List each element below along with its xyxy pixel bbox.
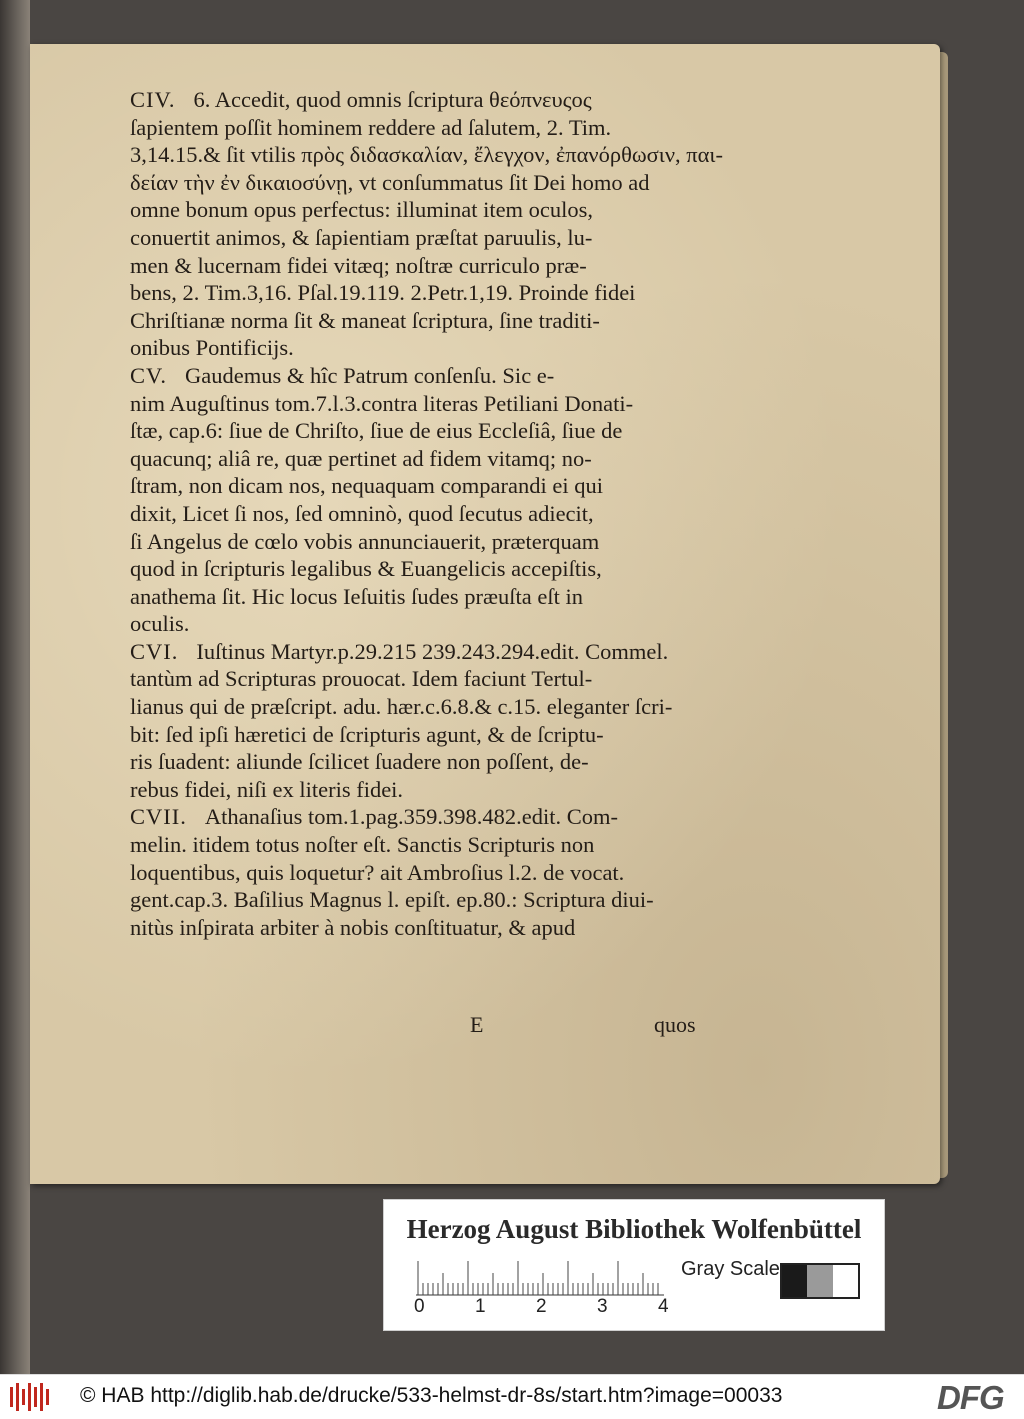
text-line — [130, 500, 730, 528]
text-line — [130, 831, 730, 859]
line-text: anathema ſit. Hic locus Ieſuitis ſudes præuſta eſt in — [130, 583, 584, 609]
line-text: quod in ſcripturis legalibus & Euangelicis accepiſtis, — [130, 556, 602, 582]
ruler-number: 0 — [414, 1296, 425, 1317]
text-line — [130, 693, 730, 721]
text-line — [130, 528, 730, 556]
line-text: ſapientem poſſit hominem reddere ad ſalutem, 2. Tim. — [130, 114, 612, 140]
line-text: Iuſtinus Martyr.p.29.215 239.243.294.edit. Commel. — [196, 638, 669, 664]
text-line — [130, 279, 730, 307]
signature-mark: E — [470, 1012, 484, 1037]
text-line — [130, 555, 730, 583]
page-text — [130, 86, 730, 941]
line-text: ſi Angelus de cœlo vobis annunciauerit, præterquam — [130, 528, 600, 554]
line-text: Chriſtianæ norma ſit & maneat ſcriptura, ſine traditi- — [130, 307, 600, 333]
line-text: quacunq; aliâ re, quæ pertinet ad fidem vitamq; no- — [130, 445, 592, 471]
text-line — [130, 748, 730, 776]
library-color-card — [384, 1200, 884, 1330]
ruler-scale — [416, 1260, 664, 1296]
text-line — [130, 583, 730, 611]
line-text: Athanaſius tom.1.pag.359.398.482.edit. Com- — [204, 804, 618, 830]
text-line — [130, 914, 730, 942]
ruler-numbers — [414, 1296, 674, 1320]
line-text: melin. itidem totus noſter eſt. Sanctis Scripturis non — [130, 832, 595, 858]
line-text: Gaudemus & hîc Patrum conſenſu. Sic e- — [184, 362, 555, 388]
catchword: quos — [654, 1012, 696, 1037]
text-line — [130, 196, 730, 224]
text-line — [130, 252, 730, 280]
hab-logo-icon — [10, 1383, 50, 1411]
line-text: nim Auguſtinus tom.7.l.3.contra literas Petiliani Donati- — [130, 390, 634, 416]
line-text: tantùm ad Scripturas prouocat. Idem faciunt Tertul- — [130, 666, 593, 692]
line-text: 3,14.15.& ſit vtilis πρὸς διδασκαλίαν, ἔλεγχον, ἐπανόρθωσιν, παι- — [130, 142, 723, 168]
line-text: gent.cap.3. Baſilius Magnus l. epiſt. ep.80.: Scriptura diui- — [130, 887, 654, 913]
text-line — [130, 417, 730, 445]
text-line — [130, 776, 730, 804]
section-number: CVI. — [130, 638, 179, 664]
line-text: loquentibus, quis loquetur? ait Ambroſius l.2. de vocat. — [130, 859, 625, 885]
line-text: 6. Accedit, quod omnis ſcriptura θεόπνευςος — [193, 87, 592, 112]
text-line — [130, 445, 730, 473]
line-text: omne bonum opus perfectus: illuminat item oculos, — [130, 197, 594, 223]
text-line — [130, 859, 730, 887]
ruler-number: 1 — [475, 1296, 486, 1317]
line-text: onibus Pontificijs. — [130, 335, 294, 361]
text-line — [130, 334, 730, 362]
line-text: rebus fidei, niſi ex literis fidei. — [130, 776, 404, 802]
gray-swatch — [833, 1265, 858, 1297]
ruler-number: 2 — [536, 1296, 547, 1317]
text-line — [130, 307, 730, 335]
text-line — [130, 665, 730, 693]
line-text: dixit, Licet ſi nos, ſed omninò, quod ſecutus adiecit, — [130, 500, 594, 526]
ruler-number: 4 — [658, 1296, 669, 1317]
text-line — [130, 886, 730, 914]
text-line — [130, 803, 730, 831]
text-line — [130, 721, 730, 749]
dfg-logo: DFG — [937, 1379, 1004, 1416]
text-line — [130, 610, 730, 638]
copyright-url[interactable]: © HAB http://diglib.hab.de/drucke/533-helmst-dr-8s/start.htm?image=00033 — [80, 1384, 783, 1407]
section-number: CV. — [130, 362, 167, 388]
line-text: ſtram, non dicam nos, nequaquam comparandi ei qui — [130, 473, 603, 499]
gray-swatch — [807, 1265, 832, 1297]
text-line — [130, 224, 730, 252]
text-line — [130, 638, 730, 666]
facing-page-edge — [0, 0, 30, 1374]
text-line — [130, 86, 730, 114]
section-number: CVII. — [130, 804, 187, 830]
gray-scale-label: Gray Scale — [681, 1258, 780, 1280]
text-line — [130, 141, 730, 169]
line-text: bens, 2. Tim.3,16. Pſal.19.119. 2.Petr.1,19. Proinde fidei — [130, 280, 636, 306]
line-text: men & lucernam fidei vitæq; noſtræ curriculo præ- — [130, 252, 587, 278]
line-text: δείαν τὴν ἐν δικαιοσύνῃ, vt conſummatus ſit Dei homo ad — [130, 169, 650, 195]
line-text: bit: ſed ipſi hæretici de ſcripturis agunt, & de ſcriptu- — [130, 721, 604, 747]
footer-bar — [0, 1374, 1024, 1419]
text-line — [130, 169, 730, 197]
text-line — [130, 362, 730, 390]
line-text: oculis. — [130, 611, 190, 637]
gray-swatch — [782, 1265, 807, 1297]
line-text: nitùs inſpirata arbiter à nobis conſtituatur, & apud — [130, 914, 576, 940]
gray-scale-swatches — [780, 1263, 860, 1299]
text-line — [130, 114, 730, 142]
ruler-number: 3 — [597, 1296, 608, 1317]
line-text: lianus qui de præſcript. adu. hær.c.6.8.& c.15. eleganter ſcri- — [130, 694, 673, 720]
line-text: conuertit animos, & ſapientiam præſtat paruulis, lu- — [130, 224, 593, 250]
line-text: ſtæ, cap.6: ſiue de Chriſto, ſiue de eius Eccleſiâ, ſiue de — [130, 418, 623, 444]
library-name: Herzog August Bibliothek Wolfenbüttel — [406, 1214, 862, 1244]
text-line — [130, 472, 730, 500]
section-number: CIV. — [130, 87, 176, 112]
line-text: ris ſuadent: aliunde ſcilicet ſuadere non poſſent, de- — [130, 749, 589, 775]
text-line — [130, 390, 730, 418]
